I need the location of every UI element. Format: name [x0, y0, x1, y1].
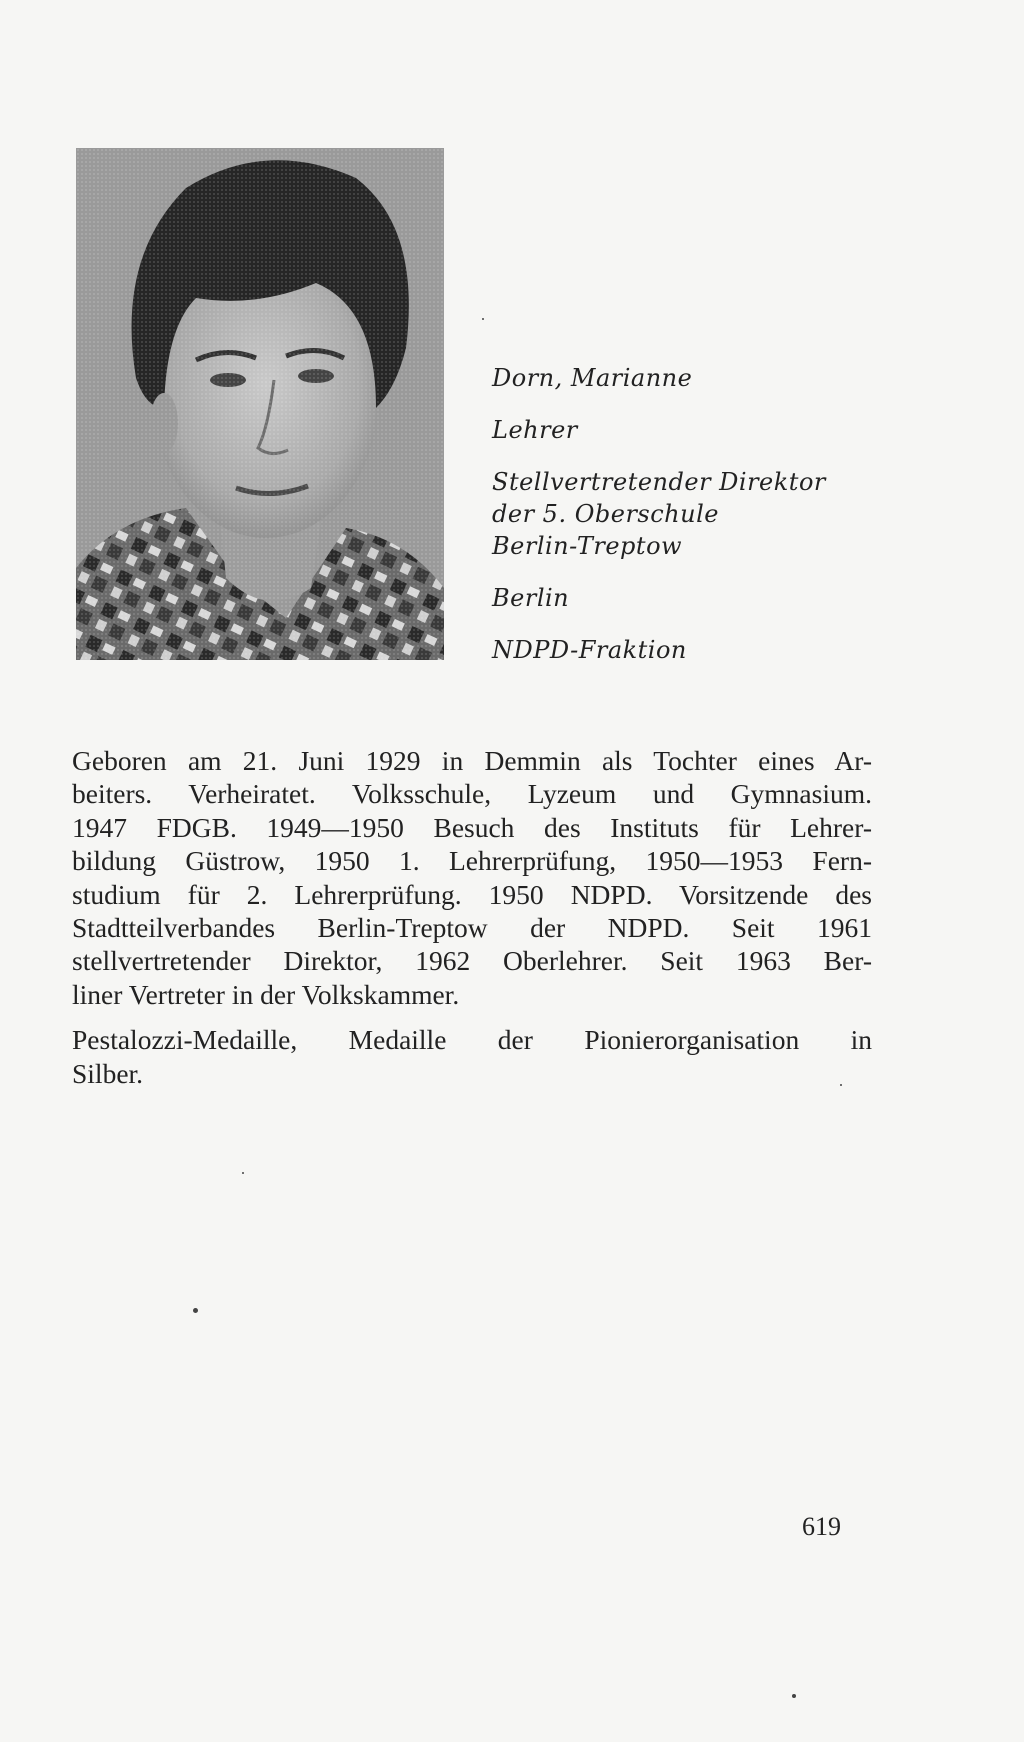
entry-faction: NDPD-Fraktion — [492, 636, 687, 664]
biography-line: bildung Güstrow, 1950 1. Lehrerprüfung, 1950—1953 Fern- — [72, 845, 872, 877]
entry-name: Dorn, Marianne — [492, 364, 693, 392]
entry-position — [492, 466, 892, 562]
scan-speck — [482, 318, 484, 320]
portrait-photo — [76, 148, 444, 660]
biography-line: stellvertretender Direktor, 1962 Oberlehrer. Seit 1963 Ber- — [72, 945, 872, 977]
scan-speck — [193, 1308, 198, 1313]
biography-line: beiters. Verheiratet. Volksschule, Lyzeum und Gymnasium. — [72, 778, 872, 810]
biography-line: studium für 2. Lehrerprüfung. 1950 NDPD. Vorsitzende des — [72, 878, 872, 910]
biography-line: 1947 FDGB. 1949—1950 Besuch des Instituts für Lehrer- — [72, 811, 872, 843]
entry-position-line: Berlin-Treptow — [492, 532, 683, 560]
entry-info — [492, 362, 892, 686]
scan-speck — [792, 1694, 796, 1698]
awards-line: Pestalozzi-Medaille, Medaille der Pionierorganisation in — [72, 1024, 872, 1056]
scan-speck — [840, 1084, 842, 1086]
entry-position-line: der 5. Oberschule — [492, 500, 719, 528]
awards-line: Silber. — [72, 1057, 144, 1089]
awards-paragraph — [72, 1023, 872, 1090]
biography-line: Geboren am 21. Juni 1929 in Demmin als Tochter eines Ar- — [72, 745, 872, 776]
biography-paragraph — [72, 744, 872, 1011]
entry-position-line: Stellvertretender Direktor — [492, 468, 826, 496]
biography — [72, 744, 872, 1102]
entry-profession: Lehrer — [492, 416, 578, 444]
scan-speck — [242, 1172, 244, 1174]
biography-line: Stadtteilverbandes Berlin-Treptow der NDPD. Seit 1961 — [72, 912, 872, 944]
biography-line: liner Vertreter in der Volkskammer. — [72, 978, 460, 1010]
entry-city: Berlin — [492, 584, 570, 612]
page-number: 619 — [802, 1512, 841, 1541]
